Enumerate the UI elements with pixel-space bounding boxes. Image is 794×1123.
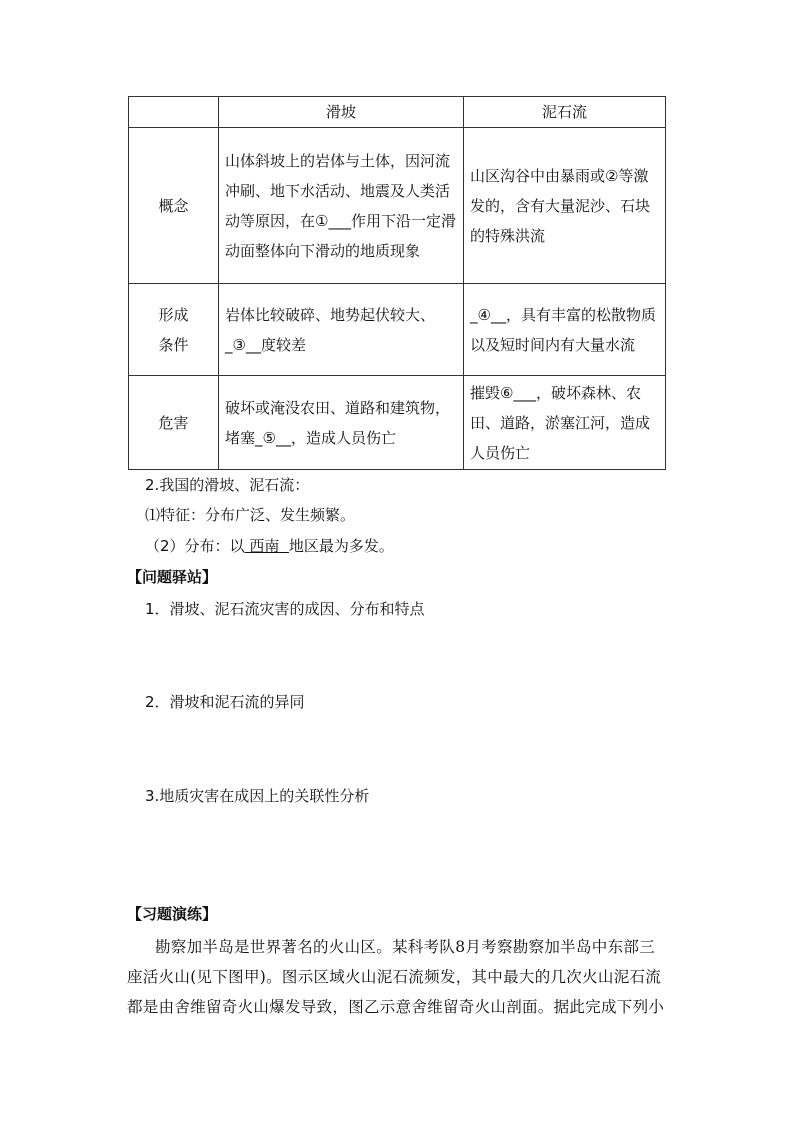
comparison-table bbox=[128, 96, 666, 470]
exercise-heading: 【习题演练】 bbox=[127, 905, 218, 923]
cell-debris-concept: 山区沟谷中由暴雨或②等激发的，含有大量泥沙、石块的特殊洪流 bbox=[464, 128, 666, 284]
header-debris-flow: 泥石流 bbox=[464, 97, 666, 128]
problems-heading: 【问题驿站】 bbox=[127, 568, 218, 586]
cell-landslide-concept: 山体斜坡上的岩体与土体，因河流冲刷、地下水活动、地震及人类活动等原因，在①___作用下沿一定滑动面整体向下滑动的地质现象 bbox=[219, 128, 464, 284]
cell-debris-conditions: _④__，具有丰富的松散物质以及短时间内有大量水流 bbox=[464, 284, 666, 376]
distribution-suffix: 地区最为多发。 bbox=[288, 537, 394, 555]
distribution-answer: 西南 bbox=[249, 537, 280, 555]
exercise-line-2: 座活火山(见下图甲)。图示区域火山泥石流频发，其中最大的几次火山泥石流 bbox=[127, 968, 662, 986]
table-row bbox=[129, 376, 666, 470]
row-label-concept: 概念 bbox=[129, 128, 219, 284]
distribution-prefix: （2）分布：以 bbox=[145, 537, 245, 555]
exercise-line-3: 都是由舍维留奇火山爆发导致，图乙示意舍维留奇火山剖面。据此完成下列小 bbox=[127, 998, 665, 1016]
header-landslide: 滑坡 bbox=[219, 97, 464, 128]
row-label-conditions bbox=[129, 284, 219, 376]
row-label-conditions-1: 形成 bbox=[158, 305, 189, 324]
problem-q3: 3.地质灾害在成因上的关联性分析 bbox=[145, 787, 370, 805]
table-header-row bbox=[129, 97, 666, 128]
exercise-line-1: 勘察加半岛是世界著名的火山区。某科考队8月考察勘察加半岛中东部三 bbox=[155, 938, 655, 956]
header-empty bbox=[129, 97, 219, 128]
problem-q1: 1．滑坡、泥石流灾害的成因、分布和特点 bbox=[145, 600, 425, 618]
problem-q2: 2．滑坡和泥石流的异同 bbox=[145, 693, 305, 711]
row-label-harm: 危害 bbox=[129, 376, 219, 470]
table-row bbox=[129, 284, 666, 376]
section2-feature: ⑴特征：分布广泛、发生频繁。 bbox=[145, 506, 356, 524]
section2-distribution bbox=[145, 535, 394, 556]
table-row bbox=[129, 128, 666, 284]
cell-landslide-conditions: 岩体比较破碎、地势起伏较大、_③__度较差 bbox=[219, 284, 464, 376]
cell-debris-harm: 摧毁⑥___，破坏森林、农田、道路，淤塞江河，造成人员伤亡 bbox=[464, 376, 666, 470]
row-label-conditions-2: 条件 bbox=[158, 335, 189, 354]
section2-title: 2.我国的滑坡、泥石流： bbox=[145, 476, 310, 494]
cell-landslide-harm: 破坏或淹没农田、道路和建筑物，堵塞_⑤__，造成人员伤亡 bbox=[219, 376, 464, 470]
